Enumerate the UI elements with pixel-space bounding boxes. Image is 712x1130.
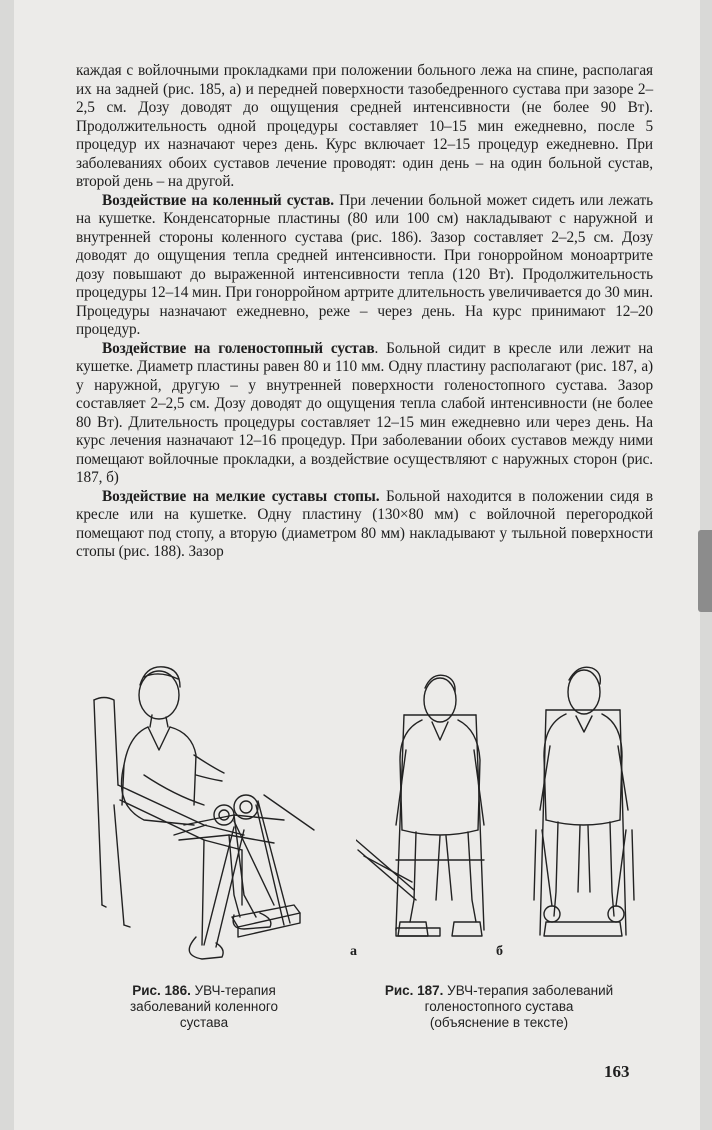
figure-187-caption-line1 bbox=[356, 983, 642, 999]
figure-186-caption-line3: сустава bbox=[179, 1015, 229, 1030]
paragraph-3 bbox=[76, 340, 653, 488]
figure-186-caption-line1 bbox=[94, 983, 314, 999]
page-number: 163 bbox=[604, 1062, 630, 1081]
figure-186-caption bbox=[94, 983, 314, 1031]
figure-187a-illustration bbox=[356, 660, 506, 960]
figure-187-caption bbox=[356, 983, 642, 1031]
figure-187-label-a: а bbox=[350, 944, 357, 959]
paragraph-1-text: каждая с войлочными прокладками при положении больного лежа на спине, располагая их на задней (рис. 185, а) и передней поверхности тазобедренного сустава при зазоре 2–2,5 см. Дозу доводят до ощущения средней интенсивности (не более 90 Вт). Продолжительность одной процедуры составляет 10–15 мин ежедневно, после 5 процедур их назначают через день. Курс включает 12–15 процедур ежедневно. При заболеваниях обоих суставов лечение проводят: один день – на один больной сустав, второй день – на другой. bbox=[76, 62, 653, 190]
paragraph-4 bbox=[76, 488, 653, 562]
body-text bbox=[76, 62, 653, 562]
paragraph-4-text: Больной находится в положении сидя в кресле или на кушетке. Одну пластину (130×80 мм) с войлочной перегородкой помещают под стопу, а вторую (диаметром 80 мм) накладывают у тыльной поверхности стопы (рис. 188). Зазор bbox=[76, 487, 653, 560]
figure-187-caption-line3: (объяснение в тексте) bbox=[429, 1015, 569, 1030]
paragraph-3-text: . Больной сидит в кресле или лежит на кушетке. Диаметр пластины равен 80 и 110 мм. Одну пластину располагают (рис. 187, а) у наружной, другую – у внутренней поверхности голеностопного сустава. Зазор составляет 2–2,5 см. Дозу доводят до ощущения тепла слабой интенсивности (не более 80 Вт). Длительность процедуры составляет 12–15 мин ежедневно или через день. На курс лечения назначают 12–16 процедур. При заболевании обоих суставов между ними помещают войлочные прокладки, а воздействие осуществляют с наружных сторон (рис. 187, б) bbox=[76, 339, 654, 486]
figure-186-number: Рис. 186. bbox=[132, 983, 191, 998]
figure-186-caption-line2: заболеваний коленного bbox=[129, 999, 279, 1014]
paragraph-2 bbox=[76, 192, 653, 340]
figure-186-caption-text1: УВЧ-терапия bbox=[190, 983, 276, 998]
figure-187b-illustration bbox=[522, 660, 642, 960]
paragraph-2-text: При лечении больной может сидеть или лежать на кушетке. Конденсаторные пластины (80 или 100 см) накладывают с наружной и внутренней стороны коленного сустава (рис. 186). Зазор составляет 2–2,5 см. Дозу доводят до ощущения тепла средней интенсивности. При гонорройном моноартрите дозу повышают до выраженной интенсивности тепла (120 Вт). Продолжительность процедуры 12–14 мин. При гонорройном артрите длительность увеличивается до 30 мин. Процедуры назначают ежедневно, реже – через день. На курс принимают 12–20 процедур. bbox=[76, 191, 654, 338]
figure-187-caption-line2: голеностопного сустава bbox=[424, 999, 574, 1014]
figure-187-number: Рис. 187. bbox=[384, 983, 444, 998]
paragraph-2-lead: Воздействие на коленный сустав. bbox=[102, 191, 335, 209]
page-edge-tab bbox=[698, 530, 712, 612]
figure-187-caption-text1: УВЧ-терапия заболеваний bbox=[443, 983, 614, 998]
paragraph-3-lead: Воздействие на голеностопный сустав bbox=[102, 339, 375, 357]
paragraph-1 bbox=[76, 62, 653, 192]
paragraph-4-lead: Воздействие на мелкие суставы стопы. bbox=[102, 487, 380, 505]
figure-186-illustration bbox=[84, 655, 320, 965]
figure-187-label-b: б bbox=[496, 944, 503, 959]
